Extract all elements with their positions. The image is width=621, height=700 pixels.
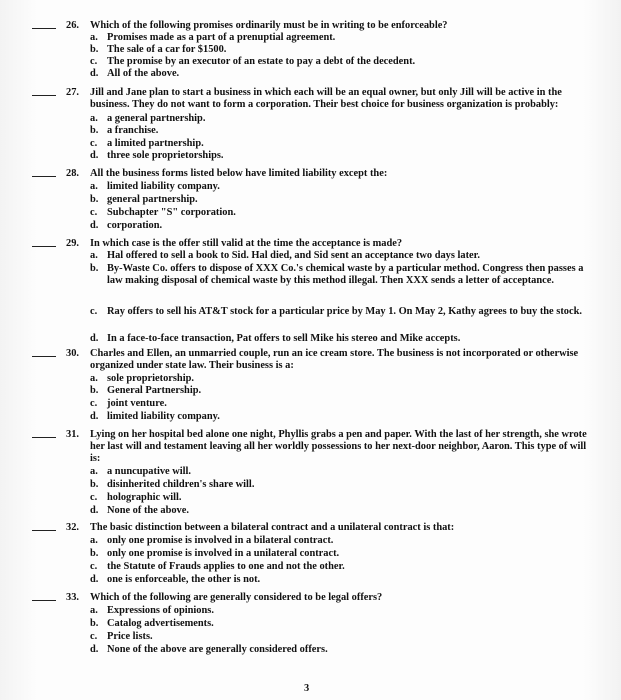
answer-blank[interactable]	[32, 95, 56, 96]
answer-blank[interactable]	[32, 356, 56, 357]
question-number: 27.	[66, 87, 79, 98]
option	[0, 32, 621, 44]
option-letter: c.	[90, 492, 98, 503]
option-letter: d.	[90, 574, 99, 585]
option-letter: c.	[90, 561, 98, 572]
question-text: Charles and Ellen, an unmarried couple, run an ice cream store. The business is not incorporated or otherwise organized under state law. Their business is a:	[90, 348, 579, 372]
option-text: Price lists.	[107, 631, 153, 642]
option	[0, 505, 621, 517]
option	[0, 605, 621, 617]
option-letter: c.	[90, 207, 98, 218]
question-text: The basic distinction between a bilateral contract and a unilateral contract is that:	[90, 522, 455, 533]
question-number: 33.	[66, 592, 79, 603]
option	[0, 44, 621, 56]
option	[0, 207, 621, 219]
option	[0, 574, 621, 586]
question-text: In which case is the offer still valid at the time the acceptance is made?	[90, 238, 403, 249]
option-letter: a.	[90, 605, 98, 616]
option	[0, 631, 621, 643]
option	[0, 333, 621, 345]
option-text: only one promise is involved in a unilateral contract.	[107, 548, 340, 559]
answer-blank[interactable]	[32, 437, 56, 438]
option	[0, 561, 621, 573]
option-letter: b.	[90, 44, 99, 55]
option-letter: c.	[90, 398, 98, 409]
option-text: None of the above are generally considered offers.	[107, 644, 328, 655]
option-letter: a.	[90, 113, 98, 124]
option	[0, 125, 621, 137]
option-text: a nuncupative will.	[107, 466, 192, 477]
question-number: 26.	[66, 20, 79, 31]
option-letter: b.	[90, 125, 99, 136]
option	[0, 411, 621, 423]
option-text: a franchise.	[107, 125, 159, 136]
option	[0, 466, 621, 478]
option-letter: a.	[90, 535, 98, 546]
option-letter: d.	[90, 150, 99, 161]
page-number: 3	[304, 683, 310, 694]
option-letter: a.	[90, 250, 98, 261]
option-letter: a.	[90, 373, 98, 384]
option-letter: d.	[90, 411, 99, 422]
option-text: corporation.	[107, 220, 163, 231]
option	[0, 250, 621, 262]
option-letter: d.	[90, 644, 99, 655]
option-letter: b.	[90, 263, 99, 274]
option-letter: a.	[90, 466, 98, 477]
question-text: All the business forms listed below have limited liability except the:	[90, 168, 388, 179]
question-number: 30.	[66, 348, 79, 359]
option	[0, 618, 621, 630]
option-text: The promise by an executor of an estate to pay a debt of the decedent.	[107, 56, 416, 67]
question-text: Which of the following promises ordinarily must be in writing to be enforceable?	[90, 20, 448, 31]
question-number: 28.	[66, 168, 79, 179]
option	[0, 56, 621, 68]
option	[0, 68, 621, 80]
answer-blank[interactable]	[32, 246, 56, 247]
option-text: holographic will.	[107, 492, 182, 503]
question-number: 29.	[66, 238, 79, 249]
option-letter: c.	[90, 631, 98, 642]
option-text: a general partnership.	[107, 113, 206, 124]
option	[0, 150, 621, 162]
answer-blank[interactable]	[32, 530, 56, 531]
option	[0, 535, 621, 547]
option-text: disinherited children's share will.	[107, 479, 255, 490]
option	[0, 548, 621, 560]
option-letter: b.	[90, 479, 99, 490]
option-text: Ray offers to sell his AT&T stock for a particular price by May 1. On May 2, Kathy agrees to buy the stock.	[107, 306, 582, 317]
question-number: 31.	[66, 429, 79, 440]
option-letter: a.	[90, 181, 98, 192]
option-text: Hal offered to sell a book to Sid. Hal died, and Sid sent an acceptance two days later.	[107, 250, 480, 261]
option	[0, 113, 621, 125]
question-text: Jill and Jane plan to start a business in which each will be an equal owner, but only Jill will be active in the business. They do not want to form a corporation. Their best choice for business organization is probably:	[90, 87, 562, 111]
option	[0, 373, 621, 385]
answer-blank[interactable]	[32, 600, 56, 601]
option-letter: c.	[90, 306, 98, 317]
option-text: The sale of a car for $1500.	[107, 44, 227, 55]
option-text: All of the above.	[107, 68, 180, 79]
option-letter: b.	[90, 385, 99, 396]
question-text: Which of the following are generally considered to be legal offers?	[90, 592, 383, 603]
option-letter: c.	[90, 138, 98, 149]
option-letter: d.	[90, 68, 99, 79]
option-text: Subchapter "S" corporation.	[107, 207, 236, 218]
option-text: joint venture.	[107, 398, 167, 409]
option	[0, 181, 621, 193]
option-text: By-Waste Co. offers to dispose of XXX Co.'s chemical waste by a particular method. Congress then passes a law making disposal of chemical waste by this method illegal. Then XXX sends a letter of acceptance.	[107, 263, 584, 287]
option	[0, 263, 621, 287]
option	[0, 306, 621, 318]
option	[0, 220, 621, 232]
question-text: Lying on her hospital bed alone one night, Phyllis grabs a pen and paper. With the last of her strength, she wrote her last will and testament leaving all her worldly possessions to her next-door neighbor, Aaron. This type of will is:	[90, 429, 587, 465]
option-text: a limited partnership.	[107, 138, 204, 149]
answer-blank[interactable]	[32, 28, 56, 29]
option-letter: d.	[90, 220, 99, 231]
option-text: In a face-to-face transaction, Pat offers to sell Mike his stereo and Mike accepts.	[107, 333, 461, 344]
option	[0, 138, 621, 150]
option	[0, 194, 621, 206]
option-text: one is enforceable, the other is not.	[107, 574, 261, 585]
option-letter: b.	[90, 618, 99, 629]
option	[0, 385, 621, 397]
option	[0, 398, 621, 410]
option-letter: b.	[90, 548, 99, 559]
option-text: Expressions of opinions.	[107, 605, 214, 616]
answer-blank[interactable]	[32, 176, 56, 177]
option-text: General Partnership.	[107, 385, 202, 396]
option-text: Promises made as a part of a prenuptial agreement.	[107, 32, 336, 43]
option-text: general partnership.	[107, 194, 198, 205]
option-text: limited liability company.	[107, 181, 220, 192]
option-text: sole proprietorship.	[107, 373, 194, 384]
option	[0, 479, 621, 491]
option-letter: d.	[90, 505, 99, 516]
option-letter: b.	[90, 194, 99, 205]
question-number: 32.	[66, 522, 79, 533]
option-letter: c.	[90, 56, 98, 67]
option-text: only one promise is involved in a bilateral contract.	[107, 535, 334, 546]
option	[0, 492, 621, 504]
option-text: Catalog advertisements.	[107, 618, 214, 629]
option-text: three sole proprietorships.	[107, 150, 224, 161]
option-text: limited liability company.	[107, 411, 220, 422]
option-letter: d.	[90, 333, 99, 344]
option-text: None of the above.	[107, 505, 189, 516]
option-text: the Statute of Frauds applies to one and not the other.	[107, 561, 345, 572]
option-letter: a.	[90, 32, 98, 43]
option	[0, 644, 621, 656]
